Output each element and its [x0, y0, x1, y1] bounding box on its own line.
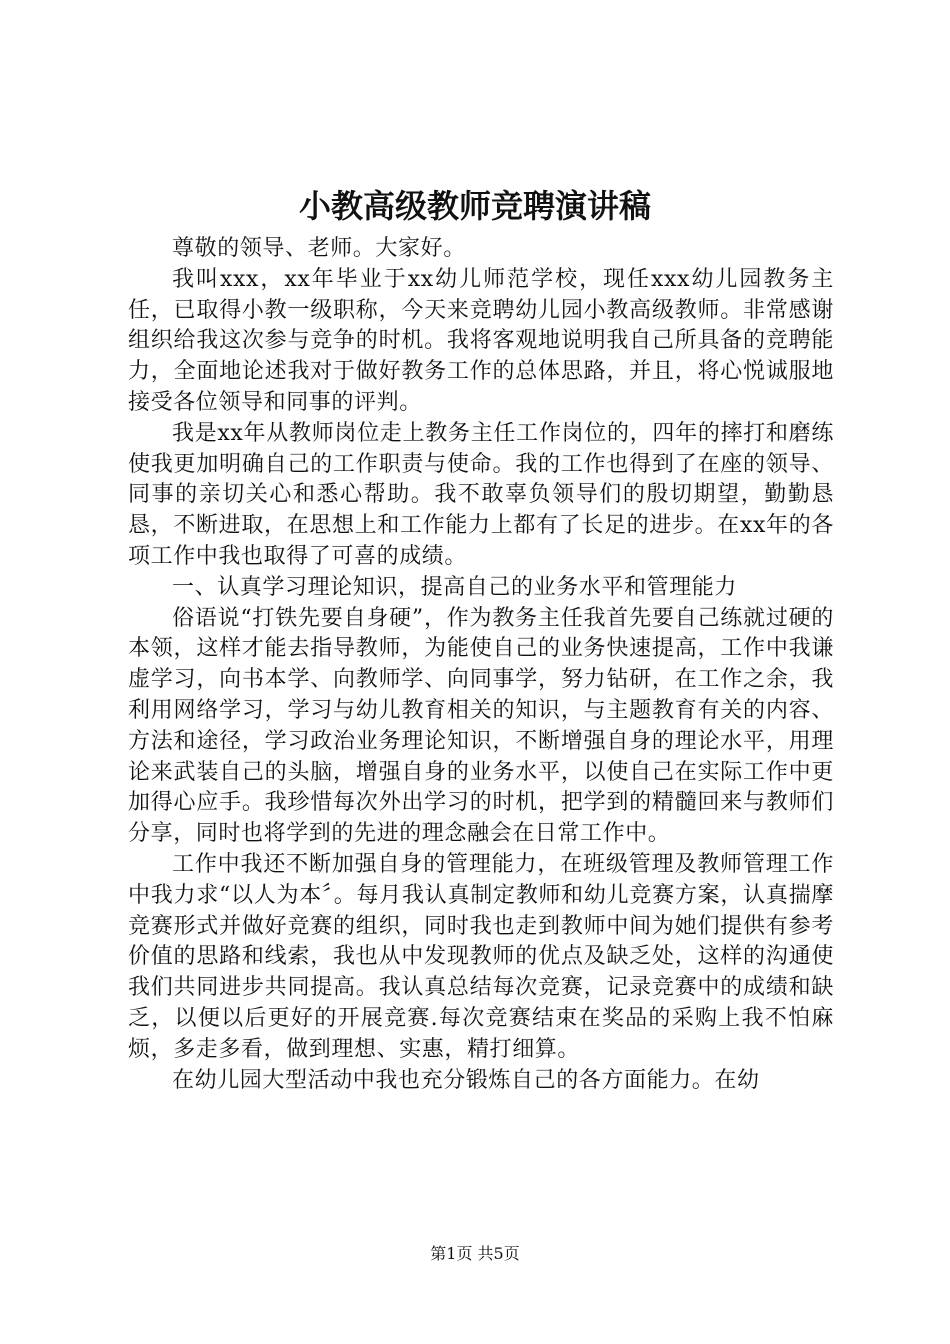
- document-title: 小教高级教师竞聘演讲稿: [298, 187, 651, 225]
- document-body: [128, 234, 834, 1096]
- paragraph-study: 俗语说“打铁先要自身硬”，作为教务主任我首先要自己练就过硬的本领，这样才能去指导教师，为能使自己的业务快速提高，工作中我谦虚学习，向书本学、向教师学、向同事学，努力钻研，在工作之余，我利用网络学习，学习与幼儿教育相关的知识，与主题教育有关的内容、方法和途径，学习政治业务理论知识，不断增强自身的理论水平，用理论来武装自己的头脑，增强自身的业务水平，以使自己在实际工作中更加得心应手。我珍惜每次外出学习的时机，把学到的精髓回来与教师们分享，同时也将学到的先进的理念融会在日常工作中。: [128, 605, 834, 847]
- paragraph-experience: 我是xx年从教师岗位走上教务主任工作岗位的，四年的摔打和磨练使我更加明确自己的工作职责与使命。我的工作也得到了在座的领导、同事的亲切关心和悉心帮助。我不敢辜负领导们的殷切期望，勤勤恳恳，不断进取，在思想上和工作能力上都有了长足的进步。在xx年的各项工作中我也取得了可喜的成绩。: [128, 420, 834, 569]
- paragraph-greeting: 尊敬的领导、老师。大家好。: [172, 236, 466, 261]
- paragraph-activities: 在幼儿园大型活动中我也充分锻炼自己的各方面能力。在幼: [172, 1067, 760, 1093]
- paragraph-management: 工作中我还不断加强自身的管理能力，在班级管理及教师管理工作中我力求“以人为本〞。每月我认真制定教师和幼儿竞赛方案，认真揣摩竞赛形式并做好竞赛的组织，同时我也走到教师中间为她们提供有参考价值的思路和线索，我也从中发现教师的优点及缺乏处，这样的沟通使我们共同进步共同提高。我认真总结每次竞赛，记录竞赛中的成绩和缺乏，以便以后更好的开展竞赛.每次竞赛结束在奖品的采购上我不怕麻烦，多走多看，做到理想、实惠，精打细算。: [128, 851, 834, 1062]
- page-footer: 第1页 共5页: [430, 1244, 520, 1263]
- paragraph-introduction: 我叫xxx，xx年毕业于xx幼儿师范学校，现任xxx幼儿园教务主任，已取得小教一级职称，今天来竞聘幼儿园小教高级教师。非常感谢组织给我这次参与竞争的时机。我将客观地说明我自己所具备的竞聘能力，全面地论述我对于做好教务工作的总体思路，并且，将心悦诚服地接受各位领导和同事的评判。: [128, 266, 834, 415]
- section-heading-1: 一、认真学习理论知识，提高自己的业务水平和管理能力: [172, 574, 738, 600]
